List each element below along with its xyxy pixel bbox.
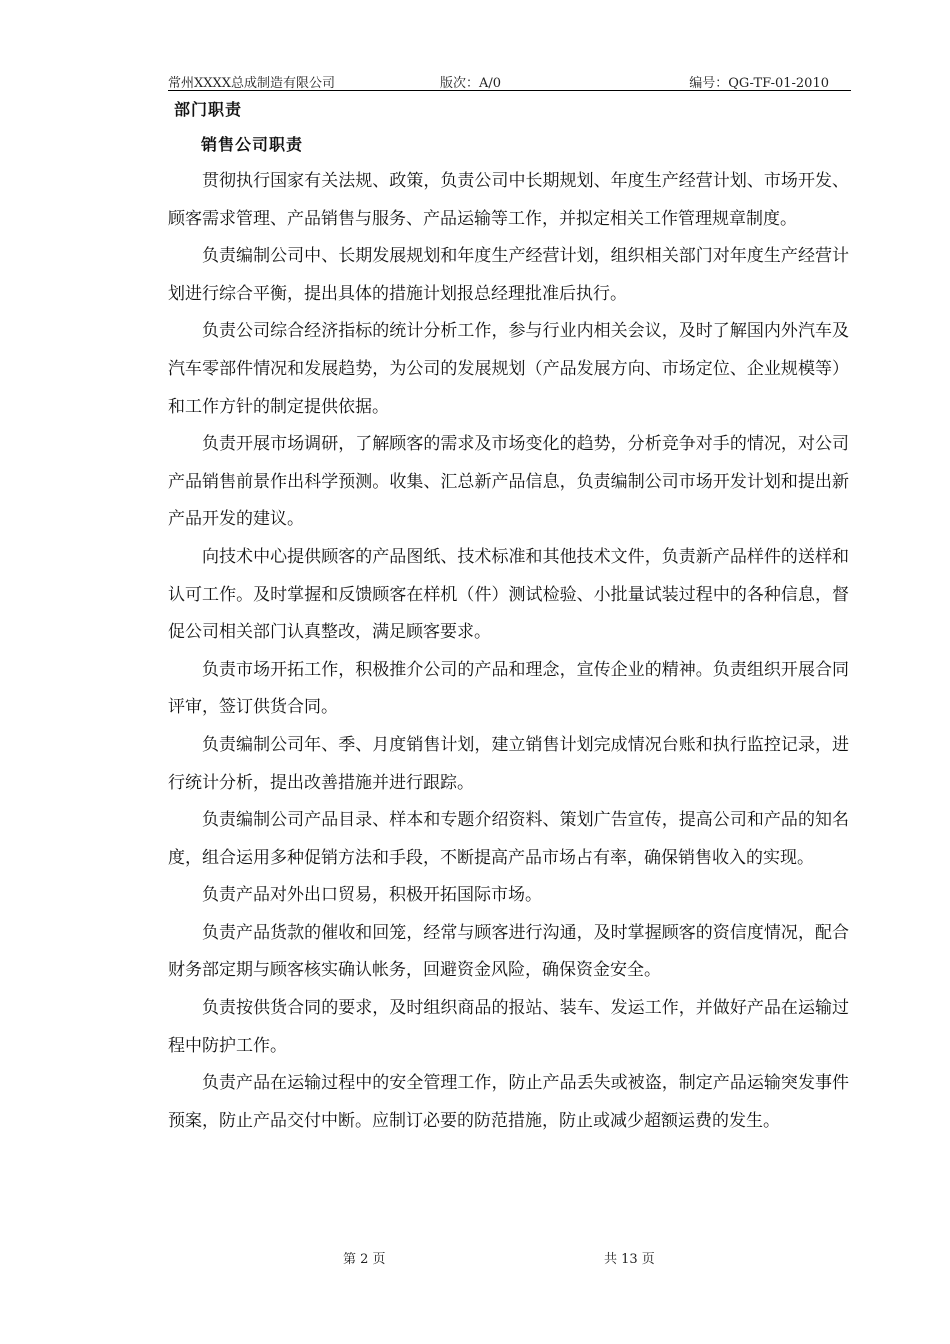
paragraph: 负责开展市场调研，了解顾客的需求及市场变化的趋势，分析竞争对手的情况，对公司产品销售前景作出科学预测。收集、汇总新产品信息，负责编制公司市场开发计划和提出新产品开发的建议。 (168, 434, 849, 530)
paragraph: 负责产品在运输过程中的安全管理工作，防止产品丢失或被盗，制定产品运输突发事件预案，防止产品交付中断。应制订必要的防范措施，防止或减少超额运费的发生。 (168, 1073, 849, 1131)
subsection-heading: 销售公司职责 (201, 135, 304, 154)
footer-total-pages: 共 13 页 (604, 1252, 655, 1267)
header-document-code: 编号：QG-TF-01-2010 (689, 76, 829, 91)
paragraph: 负责产品货款的催收和回笼，经常与顾客进行沟通，及时掌握顾客的资信度情况，配合财务部定期与顾客核实确认帐务，回避资金风险，确保资金安全。 (168, 922, 849, 981)
paragraph: 向技术中心提供顾客的产品图纸、技术标准和其他技术文件，负责新产品样件的送样和认可工作。及时掌握和反馈顾客在样机（件）测试检验、小批量试装过程中的各种信息，督促公司相关部门认真整改，满足顾客要求。 (168, 546, 849, 643)
section-heading: 部门职责 (174, 100, 243, 119)
paragraph: 负责编制公司中、长期发展规划和年度生产经营计划，组织相关部门对年度生产经营计划进行综合平衡，提出具体的措施计划报总经理批准后执行。 (168, 246, 849, 304)
paragraph: 负责编制公司产品目录、样本和专题介绍资料、策划广告宣传，提高公司和产品的知名度，组合运用多种促销方法和手段，不断提高产品市场占有率，确保销售收入的实现。 (168, 810, 849, 868)
paragraph: 贯彻执行国家有关法规、政策，负责公司中长期规划、年度生产经营计划、市场开发、顾客需求管理、产品销售与服务、产品运输等工作，并拟定相关工作管理规章制度。 (168, 171, 849, 229)
document-body (168, 163, 849, 1140)
paragraph: 负责编制公司年、季、月度销售计划，建立销售计划完成情况台账和执行监控记录，进行统计分析，提出改善措施并进行跟踪。 (168, 734, 849, 793)
page-header (168, 70, 851, 91)
paragraph: 负责按供货合同的要求，及时组织商品的报站、装车、发运工作，并做好产品在运输过程中防护工作。 (168, 998, 849, 1056)
paragraph: 负责公司综合经济指标的统计分析工作，参与行业内相关会议，及时了解国内外汽车及汽车零部件情况和发展趋势，为公司的发展规划（产品发展方向、市场定位、企业规模等）和工作方针的制定提供依据。 (168, 321, 849, 417)
header-company: 常州XXXX总成制造有限公司 (168, 76, 336, 91)
footer-page-number: 第 2 页 (343, 1252, 386, 1267)
paragraph: 负责市场开拓工作，积极推介公司的产品和理念，宣传企业的精神。负责组织开展合同评审，签订供货合同。 (168, 659, 849, 718)
header-version: 版次：A/0 (440, 76, 502, 91)
paragraph: 负责产品对外出口贸易，积极开拓国际市场。 (202, 885, 542, 906)
